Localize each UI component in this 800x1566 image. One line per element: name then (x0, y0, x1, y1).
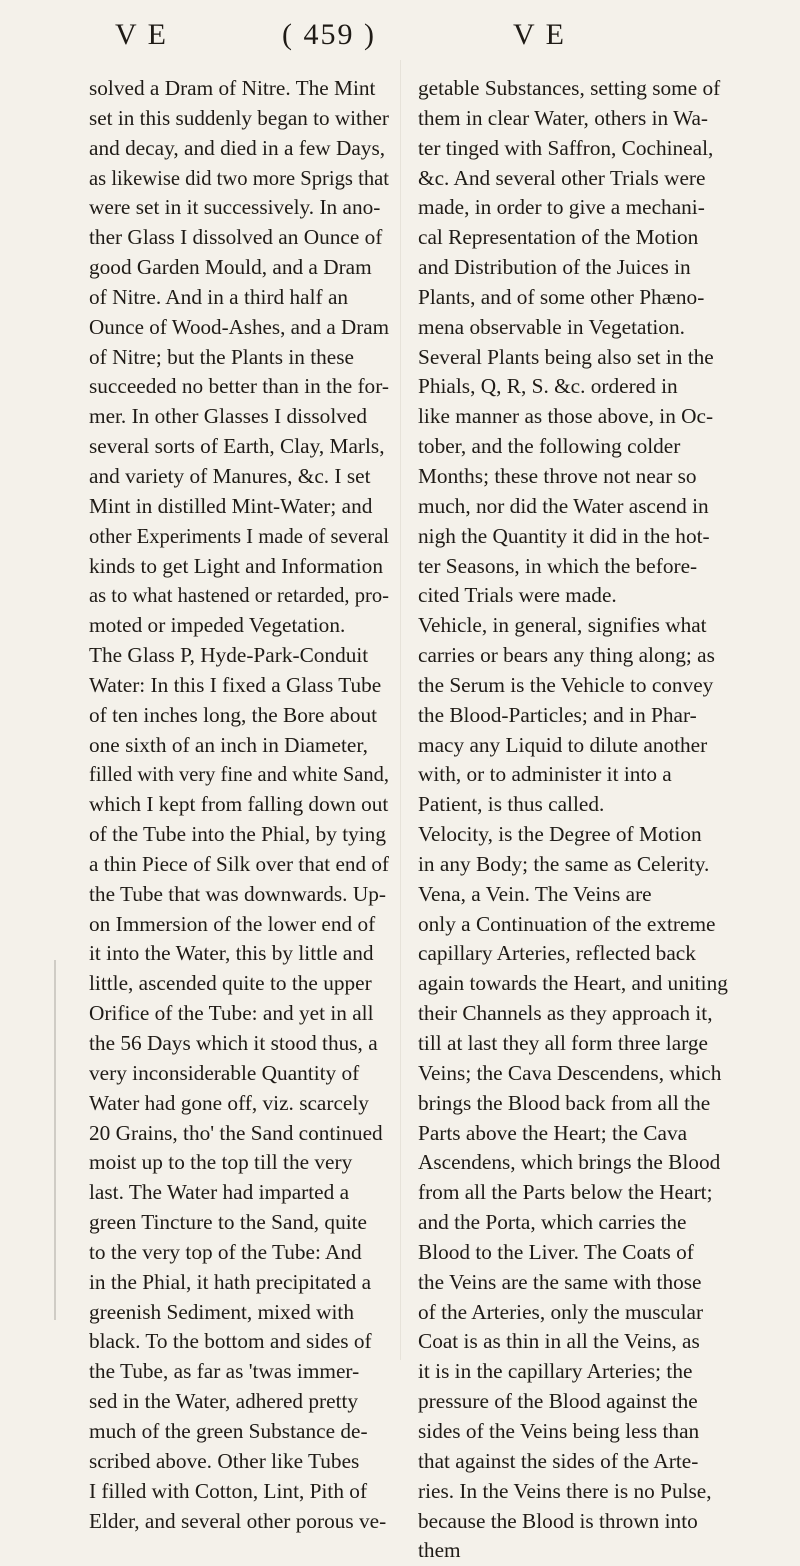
text-line: Water had gone off, viz. scarcely (89, 1090, 369, 1115)
text-line: Vena, a Vein. The Veins are (418, 881, 652, 906)
text-line: getable Substances, setting some of (418, 76, 721, 100)
text-line: the Tube that was downwards. Up- (89, 881, 386, 906)
text-line: which I kept from falling down out (89, 792, 389, 817)
text-line: Elder, and several other porous ve- (89, 1508, 387, 1533)
text-line: ter tinged with Saffron, Cochineal, (418, 135, 714, 160)
text-line: it into the Water, this by little and (89, 941, 374, 966)
text-line: kinds to get Light and Information (89, 553, 383, 578)
text-line: little, ascended quite to the upper (89, 971, 372, 996)
text-line: sed in the Water, adhered pretty (89, 1389, 359, 1414)
text-line: Ounce of Wood-Ashes, and a Dram (89, 314, 389, 339)
text-line: last. The Water had imparted a (89, 1180, 350, 1205)
text-line: Parts above the Heart; the Cava (418, 1120, 688, 1145)
text-line: macy any Liquid to dilute another (418, 732, 708, 757)
text-line: Vehicle, in general, signifies what (418, 613, 707, 638)
text-line: nigh the Quantity it did in the hot- (418, 523, 710, 548)
text-line: from all the Parts below the Heart; (418, 1180, 713, 1205)
text-line: Phials, Q, R, S. &c. ordered in (418, 374, 678, 399)
text-line: made, in order to give a mechani- (418, 195, 705, 220)
text-line: the Tube, as far as 'twas immer- (89, 1359, 360, 1384)
text-line: them in clear Water, others in Wa- (418, 105, 709, 130)
text-line: as to what hastened or retarded, pro- (89, 583, 389, 608)
text-line: it is in the capillary Arteries; the (418, 1359, 693, 1384)
text-line: capillary Arteries, reflected back (418, 941, 696, 966)
header-right-guide-word: V E (513, 18, 566, 51)
text-line: of the Tube into the Phial, by tying (89, 822, 386, 847)
text-line: cited Trials were made. (418, 583, 617, 608)
text-line: Blood to the Liver. The Coats of (418, 1239, 694, 1264)
left-text-column (89, 74, 389, 1536)
text-line: them (418, 1538, 461, 1563)
text-line: and the Porta, which carries the (418, 1210, 687, 1235)
text-line: ries. In the Veins there is no Pulse, (418, 1478, 712, 1503)
text-line: The Glass P, Hyde-Park-Conduit (89, 643, 369, 668)
text-line: their Channels as they approach it, (418, 1001, 713, 1026)
text-line: carries or bears any thing along; as (418, 643, 715, 668)
text-line: other Experiments I made of several (89, 523, 389, 548)
text-line: mer. In other Glasses I dissolved (89, 404, 367, 429)
text-line: much, nor did the Water ascend in (418, 493, 709, 518)
text-line: and Distribution of the Juices in (418, 255, 691, 280)
text-line: one sixth of an inch in Diameter, (89, 732, 368, 757)
text-line: 20 Grains, tho' the Sand continued (89, 1120, 383, 1145)
page-gutter (400, 60, 401, 1360)
text-line: &c. And several other Trials were (418, 165, 706, 190)
text-line: of Nitre. And in a third half an (89, 284, 349, 309)
text-line: as likewise did two more Sprigs that (89, 165, 389, 190)
text-line: because the Blood is thrown into (418, 1508, 698, 1533)
text-line: cal Representation of the Motion (418, 225, 699, 250)
text-line: succeeded no better than in the for- (89, 374, 389, 399)
text-line: filled with very fine and white Sand, (89, 762, 389, 787)
text-line: good Garden Mould, and a Dram (89, 255, 372, 280)
page-number: ( 459 ) (282, 18, 376, 51)
text-line: the 56 Days which it stood thus, a (89, 1031, 378, 1055)
text-line: scribed above. Other like Tubes (89, 1448, 360, 1473)
text-line: in any Body; the same as Celerity. (418, 851, 710, 876)
text-line: Orifice of the Tube: and yet in all (89, 1001, 374, 1026)
text-line: Ascendens, which brings the Blood (418, 1150, 721, 1175)
text-line: Several Plants being also set in the (418, 344, 714, 369)
text-line: that against the sides of the Arte- (418, 1448, 699, 1473)
text-line: in the Phial, it hath precipitated a (89, 1269, 372, 1294)
text-line: several sorts of Earth, Clay, Marls, (89, 434, 385, 459)
text-line: the Blood-Particles; and in Phar- (418, 702, 697, 727)
text-line: Coat is as thin in all the Veins, as (418, 1329, 700, 1354)
text-line: solved a Dram of Nitre. The Mint (89, 76, 376, 100)
text-line: black. To the bottom and sides of (89, 1329, 372, 1354)
text-line: a thin Piece of Silk over that end of (89, 851, 389, 876)
text-line: ter Seasons, in which the before- (418, 553, 698, 578)
text-line: were set in it successively. In ano- (89, 195, 381, 220)
text-line: the Veins are the same with those (418, 1269, 702, 1294)
text-line: greenish Sediment, mixed with (89, 1299, 354, 1324)
text-line: brings the Blood back from all the (418, 1090, 711, 1115)
text-line: moist up to the top till the very (89, 1150, 353, 1175)
text-line: again towards the Heart, and uniting (418, 971, 728, 996)
text-line: pressure of the Blood against the (418, 1389, 698, 1414)
text-line: with, or to administer it into a (418, 762, 672, 787)
text-line: Veins; the Cava Descendens, which (418, 1060, 722, 1085)
text-line: only a Continuation of the extreme (418, 911, 716, 936)
right-text-column (418, 74, 733, 1566)
text-line: Plants, and of some other Phæno- (418, 284, 705, 309)
text-line: and decay, and died in a few Days, (89, 135, 386, 160)
text-line: Mint in distilled Mint-Water; and (89, 493, 373, 518)
text-line: mena observable in Vegetation. (418, 314, 685, 339)
text-line: ther Glass I dissolved an Ounce of (89, 225, 383, 250)
text-line: the Serum is the Vehicle to convey (418, 672, 714, 697)
text-line: to the very top of the Tube: And (89, 1239, 362, 1264)
header-left-guide-word: V E (115, 18, 168, 51)
text-line: green Tincture to the Sand, quite (89, 1210, 368, 1235)
text-line: and variety of Manures, &c. I set (89, 463, 371, 488)
text-line: of ten inches long, the Bore about (89, 702, 378, 727)
text-line: set in this suddenly began to wither (89, 105, 389, 130)
text-line: Patient, is thus called. (418, 792, 605, 817)
text-line: Velocity, is the Degree of Motion (418, 822, 702, 847)
text-line: of the Arteries, only the muscular (418, 1299, 704, 1324)
text-line: till at last they all form three large (418, 1031, 708, 1055)
text-line: Water: In this I fixed a Glass Tube (89, 672, 382, 697)
text-line: on Immersion of the lower end of (89, 911, 376, 936)
text-line: very inconsiderable Quantity of (89, 1060, 360, 1085)
text-line: much of the green Substance de- (89, 1418, 368, 1443)
text-line: tober, and the following colder (418, 434, 681, 459)
text-line: I filled with Cotton, Lint, Pith of (89, 1478, 368, 1503)
text-line: like manner as those above, in Oc- (418, 404, 714, 429)
text-line: moted or impeded Vegetation. (89, 613, 346, 638)
page-edge-mark (54, 960, 56, 1320)
text-line: of Nitre; but the Plants in these (89, 344, 354, 369)
running-header (0, 18, 800, 68)
text-line: sides of the Veins being less than (418, 1418, 700, 1443)
text-line: Months; these throve not near so (418, 463, 697, 488)
